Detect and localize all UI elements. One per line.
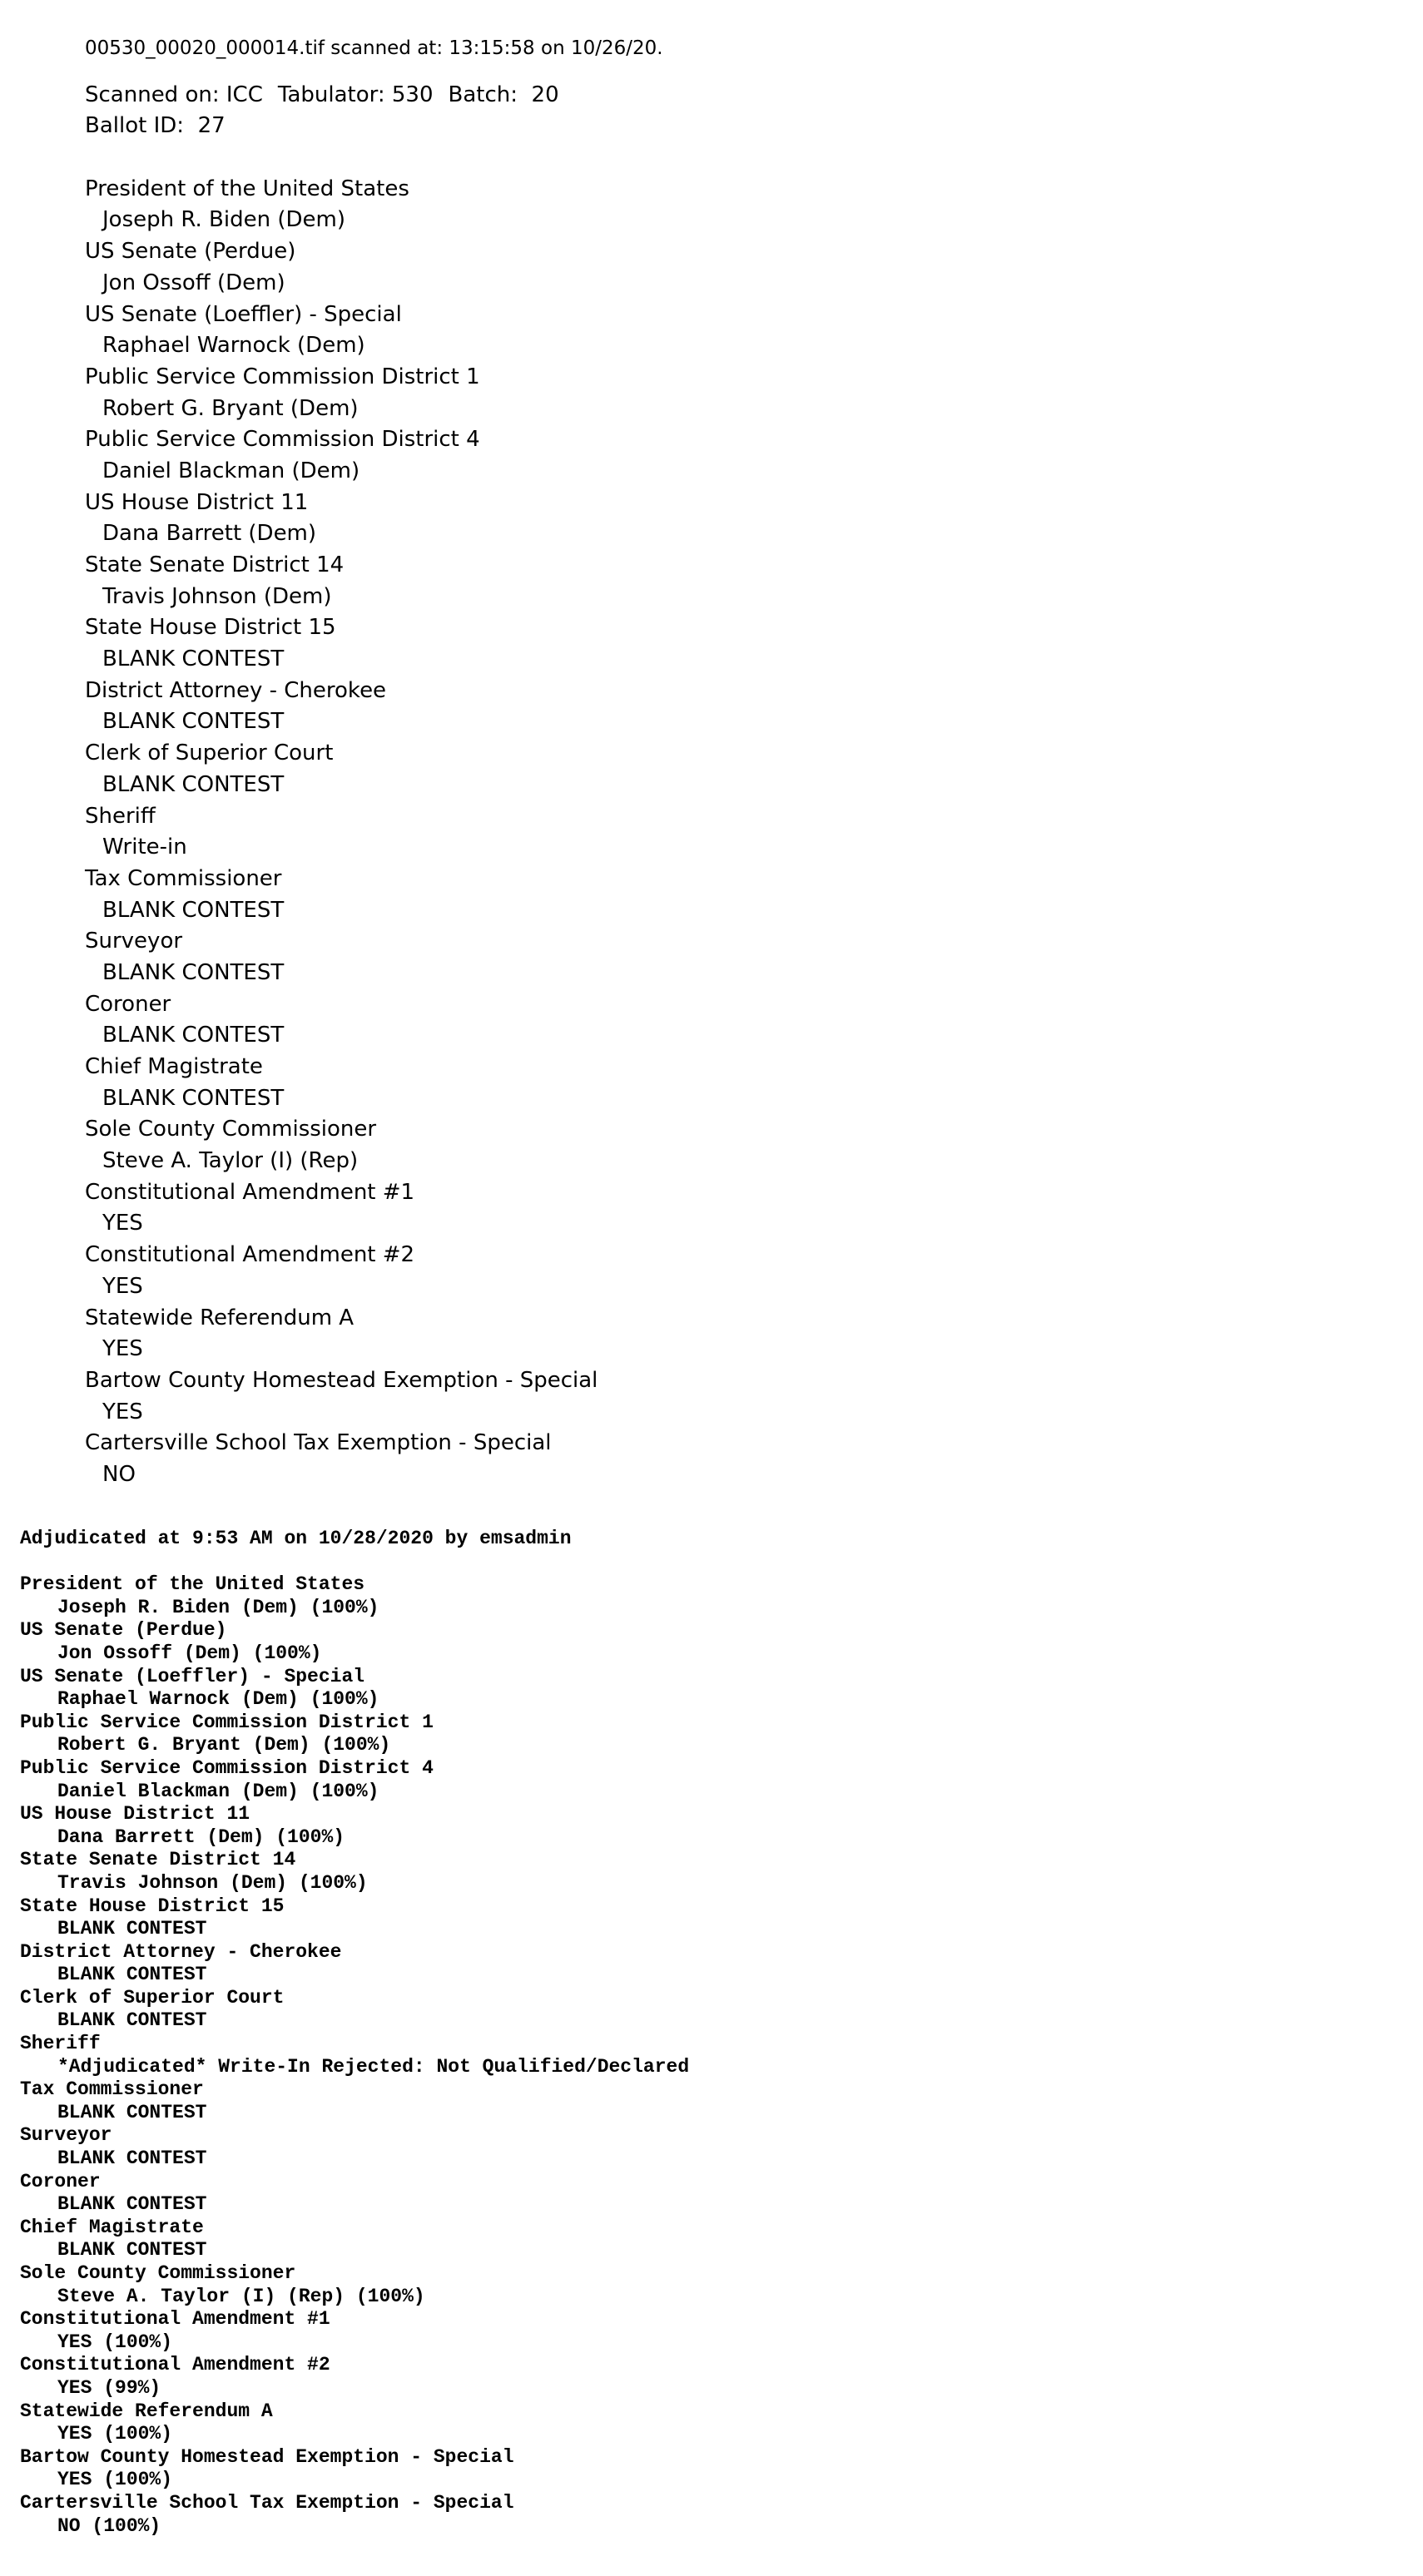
contest-title: President of the United States xyxy=(20,1573,365,1596)
contest-title: Coroner xyxy=(20,2170,101,2192)
contest-choice: *Adjudicated* Write-In Rejected: Not Qualified/Declared xyxy=(57,2055,690,2078)
contest-title: Constitutional Amendment #1 xyxy=(85,1179,415,1205)
contest-title: Public Service Commission District 4 xyxy=(85,427,480,453)
batch-label: Batch: xyxy=(448,82,518,107)
contest-title: Tax Commissioner xyxy=(20,2078,204,2101)
tabulator-label: Tabulator: xyxy=(277,82,385,107)
spacer xyxy=(85,142,1250,174)
contest-choice: Steve A. Taylor (I) (Rep) xyxy=(102,1148,359,1174)
contest-choice: BLANK CONTEST xyxy=(57,2009,207,2032)
batch-value: 20 xyxy=(531,82,559,107)
contest-choice: Jon Ossoff (Dem) xyxy=(102,270,285,295)
contest-choice: YES (99%) xyxy=(57,2376,161,2399)
contest-choice: BLANK CONTEST xyxy=(57,2239,207,2261)
contest-choice: BLANK CONTEST xyxy=(102,709,285,735)
contest-choice: BLANK CONTEST xyxy=(102,959,285,985)
contest-title: Constitutional Amendment #1 xyxy=(20,2308,330,2331)
file-name: 00530_00020_000014.tif xyxy=(85,37,325,59)
contest-choice: BLANK CONTEST xyxy=(102,897,285,923)
contest-choice: Daniel Blackman (Dem) (100%) xyxy=(57,1780,379,1802)
contest-title: Sole County Commissioner xyxy=(85,1117,377,1142)
contest-title: Clerk of Superior Court xyxy=(85,741,334,766)
contest-title: US House District 11 xyxy=(20,1803,250,1825)
contest-title: US Senate (Perdue) xyxy=(20,1619,227,1642)
contest-title: Public Service Commission District 1 xyxy=(20,1711,434,1733)
contest-title: State Senate District 14 xyxy=(20,1849,296,1871)
contest-title: Bartow County Homestead Exemption - Special xyxy=(85,1367,598,1393)
contest-choice: BLANK CONTEST xyxy=(102,646,285,672)
scanned-on-value: ICC xyxy=(226,82,263,107)
ballot-id-value: 27 xyxy=(197,113,226,139)
on-label: on xyxy=(541,37,565,59)
contest-title: Public Service Commission District 4 xyxy=(20,1756,434,1779)
scan-file-header xyxy=(85,33,1250,65)
contest-choice: Dana Barrett (Dem) (100%) xyxy=(57,1825,345,1848)
contest-title: Statewide Referendum A xyxy=(85,1305,355,1330)
contest-title: Sole County Commissioner xyxy=(20,2262,296,2284)
contest-choice: Travis Johnson (Dem) (100%) xyxy=(57,1871,368,1894)
scan-contest-list xyxy=(85,174,1250,1491)
contest-choice: Joseph R. Biden (Dem) (100%) xyxy=(57,1596,379,1618)
contest-title: Clerk of Superior Court xyxy=(20,1986,285,2009)
contest-title: Constitutional Amendment #2 xyxy=(20,2354,330,2376)
contest-choice: Write-in xyxy=(102,835,187,860)
contest-choice: BLANK CONTEST xyxy=(102,1023,285,1048)
contest-choice: Travis Johnson (Dem) xyxy=(102,583,332,609)
contest-title: Constitutional Amendment #2 xyxy=(85,1242,415,1268)
contest-title: President of the United States xyxy=(85,176,409,201)
adjudication-header: Adjudicated at 9:53 AM on 10/28/2020 by emsadmin xyxy=(20,1528,572,1549)
scan-record xyxy=(85,33,1250,1491)
contest-choice: BLANK CONTEST xyxy=(102,771,285,797)
tabulator-value: 530 xyxy=(391,82,434,107)
contest-choice: BLANK CONTEST xyxy=(57,2147,207,2170)
contest-choice: Raphael Warnock (Dem) xyxy=(102,333,365,359)
contest-choice: NO xyxy=(102,1461,136,1487)
contest-title: Chief Magistrate xyxy=(20,2216,204,2238)
contest-title: State House District 15 xyxy=(85,615,336,641)
scanned-at-label: scanned at: xyxy=(330,37,444,59)
contest-title: US Senate (Loeffler) - Special xyxy=(85,301,402,327)
contest-choice: Dana Barrett (Dem) xyxy=(102,521,317,547)
contest-choice: YES (100%) xyxy=(57,2469,173,2491)
contest-title: Surveyor xyxy=(85,929,183,954)
contest-choice: YES (100%) xyxy=(57,2423,173,2445)
contest-choice: Daniel Blackman (Dem) xyxy=(102,458,360,483)
scanned-date: 10/26/20. xyxy=(570,37,663,59)
contest-choice: Robert G. Bryant (Dem) xyxy=(102,395,359,421)
contest-title: State House District 15 xyxy=(20,1895,285,1917)
contest-title: Bartow County Homestead Exemption - Special xyxy=(20,2445,514,2468)
scanned-time: 13:15:58 xyxy=(449,37,535,59)
contest-choice: BLANK CONTEST xyxy=(57,1964,207,1986)
contest-title: District Attorney - Cherokee xyxy=(85,677,387,703)
contest-choice: YES xyxy=(102,1399,143,1424)
contest-choice: BLANK CONTEST xyxy=(57,2101,207,2123)
contest-choice: YES xyxy=(102,1273,143,1299)
contest-choice: Steve A. Taylor (I) (Rep) (100%) xyxy=(57,2285,425,2307)
contest-title: Cartersville School Tax Exemption - Special xyxy=(85,1430,552,1456)
contest-choice: YES xyxy=(102,1336,143,1362)
adjudication-contest-list xyxy=(20,1573,1393,2538)
contest-title: Coroner xyxy=(85,991,171,1017)
contest-title: Chief Magistrate xyxy=(85,1054,263,1079)
adjudication-record xyxy=(20,1528,1393,2538)
contest-choice: NO (100%) xyxy=(57,2514,161,2537)
contest-title: Surveyor xyxy=(20,2124,112,2147)
contest-title: Cartersville School Tax Exemption - Special xyxy=(20,2491,514,2514)
contest-choice: YES xyxy=(102,1211,143,1236)
contest-choice: Jon Ossoff (Dem) (100%) xyxy=(57,1642,322,1664)
scanned-on-label: Scanned on: xyxy=(85,82,220,107)
contest-title: Sheriff xyxy=(20,2033,101,2055)
contest-choice: BLANK CONTEST xyxy=(102,1085,285,1111)
contest-title: Tax Commissioner xyxy=(85,865,282,891)
contest-title: Public Service Commission District 1 xyxy=(85,364,480,389)
contest-title: US House District 11 xyxy=(85,489,309,515)
contest-title: Statewide Referendum A xyxy=(20,2400,273,2422)
contest-choice: Joseph R. Biden (Dem) xyxy=(102,207,345,233)
ballot-id-line xyxy=(85,111,1250,142)
contest-title: State Senate District 14 xyxy=(85,552,345,577)
ballot-id-label: Ballot ID: xyxy=(85,113,185,139)
contest-title: District Attorney - Cherokee xyxy=(20,1940,342,1963)
contest-choice: Robert G. Bryant (Dem) (100%) xyxy=(57,1734,391,1756)
contest-title: US Senate (Perdue) xyxy=(85,239,296,265)
contest-choice: BLANK CONTEST xyxy=(57,2193,207,2216)
contest-title: US Senate (Loeffler) - Special xyxy=(20,1665,365,1687)
scanner-info-line xyxy=(85,80,1250,111)
contest-title: Sheriff xyxy=(85,803,156,829)
contest-choice: YES (100%) xyxy=(57,2331,173,2353)
contest-choice: BLANK CONTEST xyxy=(57,1918,207,1940)
contest-choice: Raphael Warnock (Dem) (100%) xyxy=(57,1688,379,1711)
